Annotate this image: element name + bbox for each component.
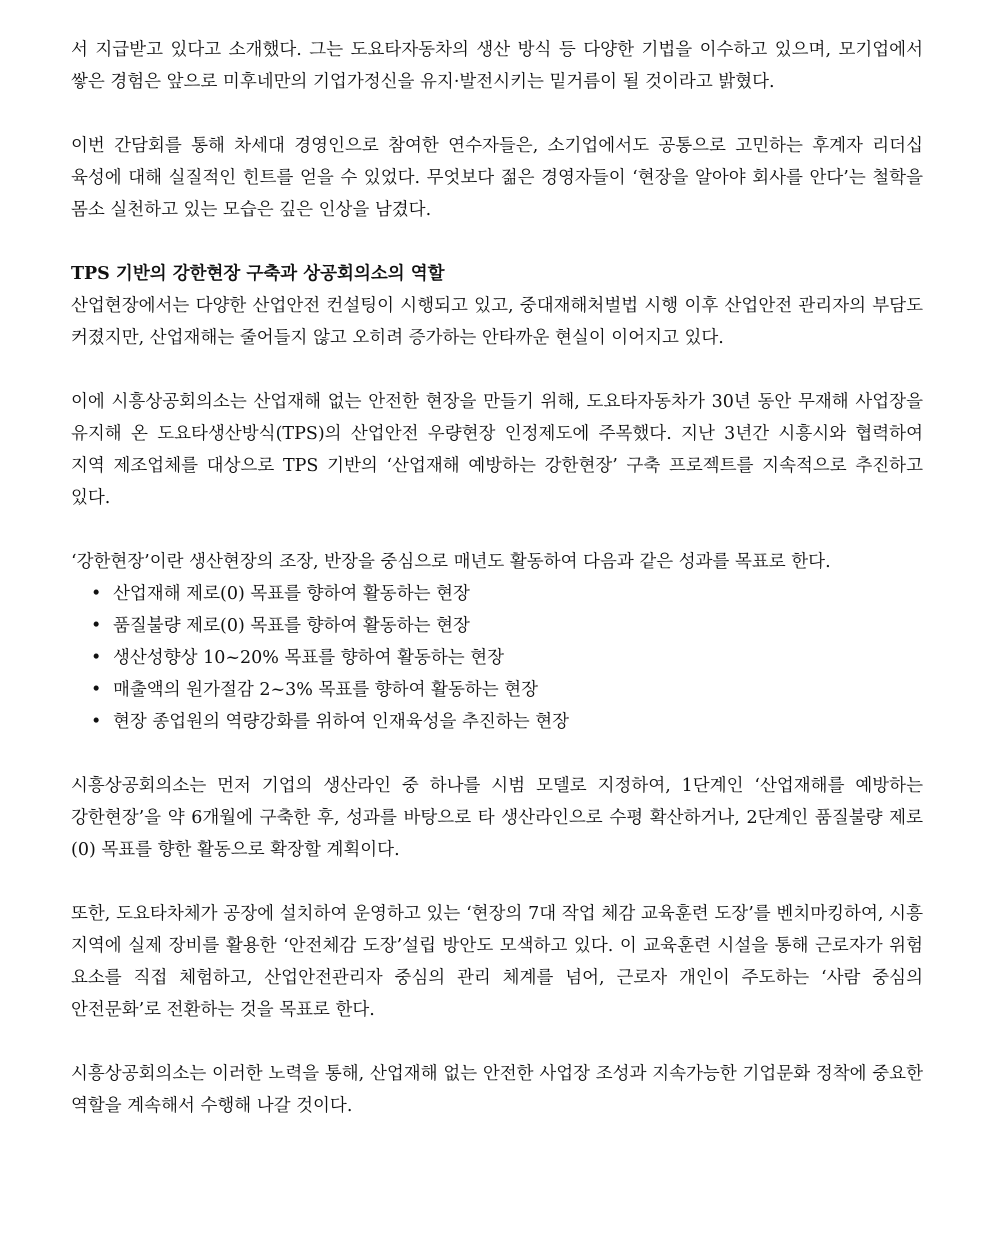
list-item bbox=[91, 642, 923, 674]
paragraph-gap bbox=[71, 738, 923, 770]
paragraph-gap bbox=[71, 1026, 923, 1058]
list-item-text: 현장 종업원의 역량강화를 위하여 인재육성을 추진하는 현장 bbox=[113, 712, 569, 732]
paragraph-strong-site-definition: ‘강한현장’이란 생산현장의 조장, 반장을 중심으로 매년도 활동하여 다음과 같은 성과를 목표로 한다. bbox=[71, 552, 831, 572]
list-item bbox=[91, 706, 923, 738]
goal-list bbox=[71, 578, 923, 738]
list-item-text: 품질불량 제로(0) 목표를 향하여 활동하는 현장 bbox=[113, 616, 470, 636]
bullet-icon: • bbox=[91, 712, 102, 732]
paragraph-intro-continued: 서 지급받고 있다고 소개했다. 그는 도요타자동차의 생산 방식 등 다양한 기법을 이수하고 있으며, 모기업에서 쌓은 경험은 앞으로 미후네만의 기업가정신을 유지·발전시키는 밑거름이 될 것이라고 밝혔다. bbox=[71, 40, 923, 92]
paragraph-gap bbox=[71, 866, 923, 898]
list-item bbox=[91, 578, 923, 610]
paragraph-conclusion: 시흥상공회의소는 이러한 노력을 통해, 산업재해 없는 안전한 사업장 조성과 지속가능한 기업문화 정착에 중요한 역할을 계속해서 수행해 나갈 것이다. bbox=[71, 1064, 923, 1116]
paragraph-gap bbox=[71, 354, 923, 386]
paragraph-meeting-summary: 이번 간담회를 통해 차세대 경영인으로 참여한 연수자들은, 소기업에서도 공통으로 고민하는 후계자 리더십 육성에 대해 실질적인 힌트를 얻을 수 있었다. 무엇보다 젊은 경영자들이 ‘현장을 알아야 회사를 안다’는 철학을 몸소 실천하고 있는 모습은 깊은 인상을 남겼다. bbox=[71, 136, 923, 220]
list-item-text: 산업재해 제로(0) 목표를 향하여 활동하는 현장 bbox=[113, 584, 470, 604]
bullet-icon: • bbox=[91, 680, 102, 700]
list-item bbox=[91, 610, 923, 642]
bullet-icon: • bbox=[91, 584, 102, 604]
list-item-text: 생산성향상 10~20% 목표를 향하여 활동하는 현장 bbox=[113, 648, 505, 668]
paragraph-gap bbox=[71, 514, 923, 546]
section-heading: TPS 기반의 강한현장 구축과 상공회의소의 역할 bbox=[71, 264, 445, 284]
bullet-icon: • bbox=[91, 616, 102, 636]
paragraph-training-dojo: 또한, 도요타차체가 공장에 설치하여 운영하고 있는 ‘현장의 7대 작업 체감 교육훈련 도장’를 벤치마킹하여, 시흥 지역에 실제 장비를 활용한 ‘안전체감 도장’설립 방안도 모색하고 있다. 이 교육훈련 시설을 통해 근로자가 위험 요소를 직접 체험하고, 산업안전관리자 중심의 관리 체계를 넘어, 근로자 개인이 주도하는 ‘사람 중심의 안전문화’로 전환하는 것을 목표로 한다. bbox=[71, 904, 923, 1020]
paragraph-gap bbox=[71, 226, 923, 258]
paragraph-gap bbox=[71, 98, 923, 130]
paragraph-pilot-plan: 시흥상공회의소는 먼저 기업의 생산라인 중 하나를 시범 모델로 지정하여, 1단계인 ‘산업재해를 예방하는 강한현장’을 약 6개월에 구축한 후, 성과를 바탕으로 타 생산라인으로 수평 확산하거나, 2단계인 품질불량 제로(0) 목표를 향한 활동으로 확장할 계획이다. bbox=[71, 776, 923, 860]
list-item-text: 매출액의 원가절감 2~3% 목표를 향하여 활동하는 현장 bbox=[113, 680, 539, 700]
document-page bbox=[71, 34, 923, 1122]
paragraph-siheung-tps: 이에 시흥상공회의소는 산업재해 없는 안전한 현장을 만들기 위해, 도요타자동차가 30년 동안 무재해 사업장을 유지해 온 도요타생산방식(TPS)의 산업안전 우량현장 인정제도에 주목했다. 지난 3년간 시흥시와 협력하여 지역 제조업체를 대상으로 TPS 기반의 ‘산업재해 예방하는 강한현장’ 구축 프로젝트를 지속적으로 추진하고 있다. bbox=[71, 392, 923, 508]
bullet-icon: • bbox=[91, 648, 102, 668]
paragraph-industry-situation: 산업현장에서는 다양한 산업안전 컨설팅이 시행되고 있고, 중대재해처벌법 시행 이후 산업안전 관리자의 부담도 커졌지만, 산업재해는 줄어들지 않고 오히려 증가하는 안타까운 현실이 이어지고 있다. bbox=[71, 296, 923, 348]
list-item bbox=[91, 674, 923, 706]
